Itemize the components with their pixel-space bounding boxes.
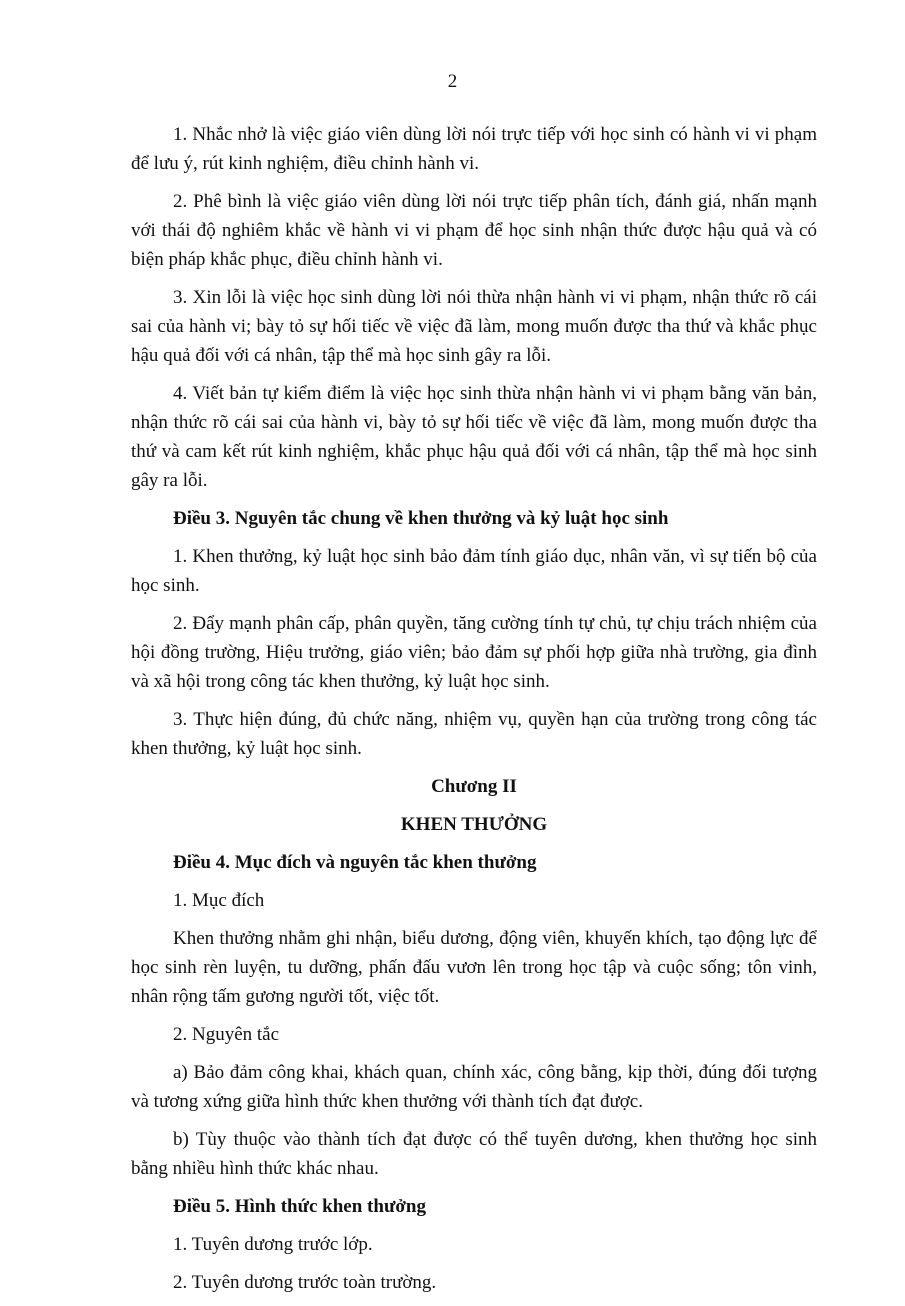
article-4-purpose-text: Khen thưởng nhằm ghi nhận, biểu dương, động viên, khuyến khích, tạo động lực để học sinh rèn luyện, tu dưỡng, phấn đấu vươn lên trong học tập và cuộc sống; tôn vinh, nhân rộng tấm gương người tốt, việc tốt. — [131, 928, 817, 1007]
article-3-item-3: 3. Thực hiện đúng, đủ chức năng, nhiệm vụ, quyền hạn của trường trong công tác khen thưởng, kỷ luật học sinh. — [131, 709, 817, 759]
article-4-principle-a: a) Bảo đảm công khai, khách quan, chính xác, công bằng, kịp thời, đúng đối tượng và tương xứng giữa hình thức khen thưởng với thành tích đạt được. — [131, 1062, 817, 1112]
article-4-principle-b: b) Tùy thuộc vào thành tích đạt được có thể tuyên dương, khen thưởng học sinh bằng nhiều hình thức khác nhau. — [131, 1129, 817, 1179]
article-4-heading: Điều 4. Mục đích và nguyên tắc khen thưởng — [173, 852, 537, 873]
article-4-purpose-label: 1. Mục đích — [173, 890, 265, 911]
paragraph-criticism: 2. Phê bình là việc giáo viên dùng lời nói trực tiếp phân tích, đánh giá, nhấn mạnh với thái độ nghiêm khắc về hành vi vi phạm để học sinh nhận thức được hậu quả và có biện pháp khắc phục, điều chỉnh hành vi. — [131, 191, 817, 270]
document-body — [131, 120, 817, 1306]
article-3-item-1: 1. Khen thưởng, kỷ luật học sinh bảo đảm tính giáo dục, nhân văn, vì sự tiến bộ của học sinh. — [131, 546, 817, 596]
chapter-number: Chương II — [431, 776, 517, 797]
paragraph-reminder: 1. Nhắc nhở là việc giáo viên dùng lời nói trực tiếp với học sinh có hành vi vi phạm để lưu ý, rút kinh nghiệm, điều chỉnh hành vi. — [131, 124, 817, 174]
paragraph-self-review: 4. Viết bản tự kiểm điểm là việc học sinh thừa nhận hành vi vi phạm bằng văn bản, nhận thức rõ cái sai của hành vi, bày tỏ sự hối tiếc về việc đã làm, mong muốn được tha thứ và cam kết rút kinh nghiệm, khắc phục hậu quả đối với cá nhân, tập thể mà học sinh gây ra lỗi. — [131, 383, 817, 491]
article-5-item-1: 1. Tuyên dương trước lớp. — [173, 1234, 373, 1255]
page-number: 2 — [447, 71, 458, 92]
article-5-heading: Điều 5. Hình thức khen thưởng — [173, 1196, 426, 1217]
paragraph-apology: 3. Xin lỗi là việc học sinh dùng lời nói thừa nhận hành vi vi phạm, nhận thức rõ cái sai của hành vi; bày tỏ sự hối tiếc về việc đã làm, mong muốn được tha thứ và khắc phục hậu quả đối với cá nhân, tập thể mà học sinh gây ra lỗi. — [131, 287, 817, 366]
article-3-item-2: 2. Đẩy mạnh phân cấp, phân quyền, tăng cường tính tự chủ, tự chịu trách nhiệm của hội đồng trường, Hiệu trưởng, giáo viên; bảo đảm sự phối hợp giữa nhà trường, gia đình và xã hội trong công tác khen thưởng, kỷ luật học sinh. — [131, 613, 817, 692]
article-5-item-2: 2. Tuyên dương trước toàn trường. — [173, 1272, 437, 1293]
article-4-principle-label: 2. Nguyên tắc — [173, 1024, 280, 1045]
article-3-heading: Điều 3. Nguyên tắc chung về khen thưởng và kỷ luật học sinh — [173, 508, 669, 529]
chapter-title: KHEN THƯỞNG — [400, 814, 548, 835]
